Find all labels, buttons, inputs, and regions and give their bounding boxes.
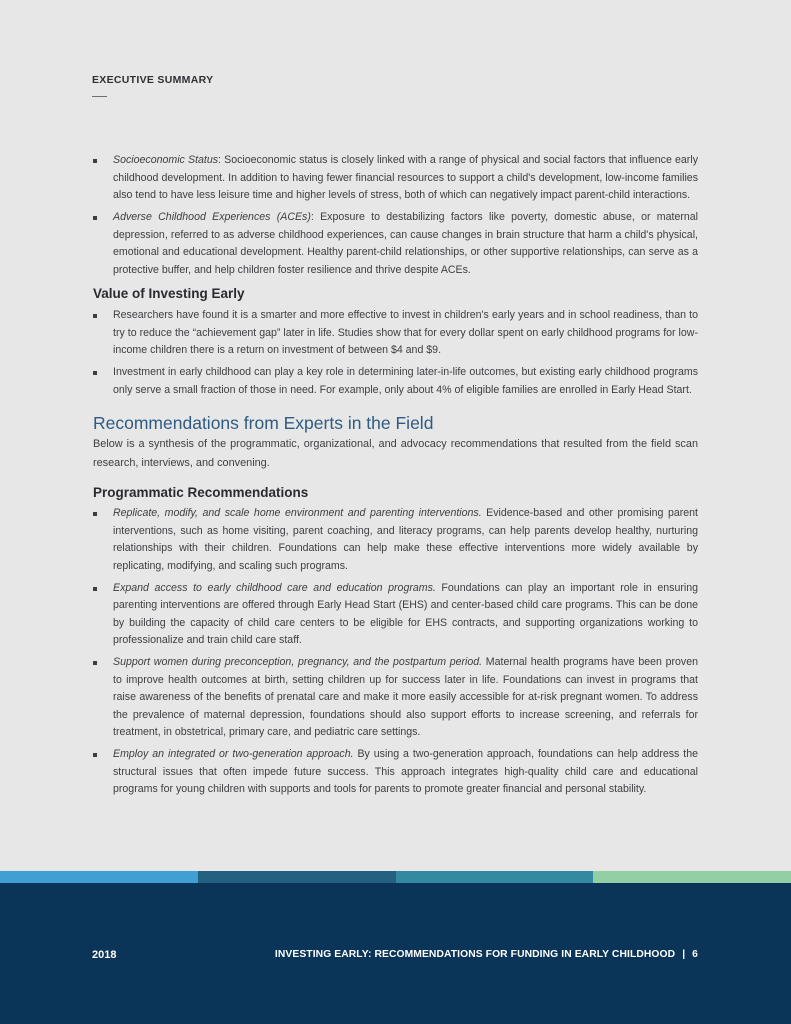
square-bullet-icon (93, 314, 97, 318)
square-bullet-icon (93, 661, 97, 665)
footer-document-title: INVESTING EARLY: RECOMMENDATIONS FOR FUNDING IN EARLY CHILDHOOD (274, 949, 676, 960)
list-item (92, 654, 698, 742)
list-item (92, 364, 698, 399)
bullet-term: Employ an integrated or two-generation approach. (113, 748, 354, 760)
bullet-term-suffix: : (218, 154, 221, 166)
bullet-text: Investment in early childhood can play a key role in determining later-in-life outcomes, but existing early childhood programs only serve a small fraction of those in need. For example, only about 4% of eligible families are enrolled in Early Head Start. (113, 366, 698, 396)
bullet-text: Foundations can play an important role in ensuring parenting interventions are offered through Early Head Start (EHS) and center-based child care programs. This can be done by building the capacity of child care centers to be eligible for EHS contracts, and supporting organizations working to professionalize and train child care staff. (113, 581, 698, 646)
bullet-text: Researchers have found it is a smarter and more effective to invest in children's early years and in school readiness, than to try to reduce the “achievement gap” later in life. Studies show that for every dollar spent on early childhood programs for low-income children there is a return on investment of between $4 and $9. (113, 309, 698, 356)
square-bullet-icon (93, 371, 97, 375)
list-item (92, 746, 698, 799)
color-bar-segment (396, 871, 594, 883)
list-item (92, 505, 698, 575)
value-section-heading: Value of Investing Early (93, 286, 245, 301)
bullet-text: Evidence-based and other promising parent interventions, such as home visiting, parent coaching, and literacy programs, can help parents develop healthy, nurturing relationships with their children. Foundations can help make these effective interventions more widely available by replicating, modifying, and scaling such programs. (113, 507, 698, 572)
bullet-term: Support women during preconception, pregnancy, and the postpartum period. (113, 656, 483, 668)
list-item (92, 209, 698, 279)
value-bullet-list (92, 307, 698, 399)
page-footer (0, 883, 791, 1024)
list-item (92, 307, 698, 360)
bullet-term: Socioeconomic Status (113, 154, 219, 166)
square-bullet-icon (93, 753, 97, 757)
bullet-text: Socioeconomic status is closely linked with a range of physical and social factors that influence early childhood development. In addition to having fewer financial resources to support a child's development, low-income families also tend to have less leisure time and higher levels of stress, both of which can negatively impact parent-child interactions. (113, 154, 698, 201)
square-bullet-icon (93, 216, 97, 220)
running-header: EXECUTIVE SUMMARY (92, 74, 214, 86)
square-bullet-icon (93, 587, 97, 591)
recommendations-intro: Below is a synthesis of the programmatic, organizational, and advocacy recommendations that resulted from the field scan research, interviews, and convening. (93, 438, 698, 469)
bullet-term: Expand access to early childhood care and education programs. (113, 581, 436, 594)
bullet-term: Adverse Childhood Experiences (ACEs) (113, 211, 311, 223)
footer-separator: | (682, 949, 686, 960)
intro-bullet-list (92, 152, 698, 279)
bullet-term: Replicate, modify, and scale home environment and parenting interventions. (113, 507, 482, 519)
recommendations-title: Recommendations from Experts in the Field (93, 413, 434, 433)
square-bullet-icon (93, 159, 97, 163)
footer-title-group (275, 949, 698, 960)
list-item (92, 580, 698, 650)
programmatic-heading: Programmatic Recommendations (93, 485, 309, 500)
header-rule (92, 96, 107, 97)
square-bullet-icon (93, 512, 97, 516)
page-number: 6 (692, 949, 698, 960)
bullet-text: Maternal health programs have been proven to improve health outcomes at birth, setting children up for success later in life. Foundations can invest in programs that raise awareness of the benefits of prenatal care and make it more easily accessible for at-risk pregnant women. To address the prevalence of maternal depression, foundations should also support efforts to increase screening, and referrals for treatment, in obstetrical, primary care, and pediatric care settings. (113, 656, 698, 738)
color-bar-segment (593, 871, 791, 883)
color-bar-segment (198, 871, 396, 883)
footer-year: 2018 (92, 949, 117, 961)
bullet-text: Exposure to destabilizing factors like poverty, domestic abuse, or maternal depression, referred to as adverse childhood experiences, can cause changes in brain structure that harm a child's physical, emotional and educational development. Healthy parent-child relationships, or other supportive relationships, can serve as a protective buffer, and help children foster resilience and thrive despite ACEs. (113, 211, 698, 276)
bullet-term-suffix: : (310, 211, 314, 223)
decorative-color-bar (0, 871, 791, 883)
list-item (92, 152, 698, 205)
bullet-text: By using a two-generation approach, foundations can help address the structural issues that often impede future success. This approach integrates high-quality child care and educational programs for young children with supports and tools for parents to promote greater financial and personal stability. (113, 748, 699, 795)
page-content (92, 152, 698, 803)
color-bar-segment (0, 871, 198, 883)
programmatic-bullet-list (92, 505, 698, 799)
